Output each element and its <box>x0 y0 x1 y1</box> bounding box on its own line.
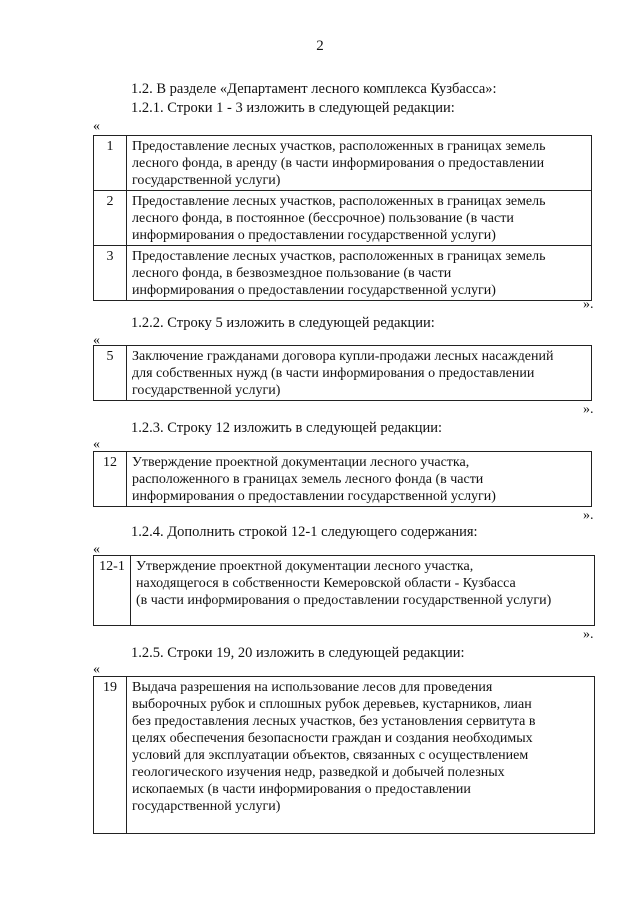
table-row <box>94 346 592 401</box>
row-text: Предоставление лесных участков, расположенных в границах земель лесного фонда, в постоянное (бессрочное) пользование (в части информирования о предоставлении государственной услуги) <box>127 191 592 246</box>
amendment-table-5 <box>93 676 595 834</box>
clause-1-2-3: 1.2.3. Строку 12 изложить в следующей редакции: <box>131 420 443 436</box>
row-number: 19 <box>94 677 127 834</box>
row-text: Заключение гражданами договора купли-продажи лесных насаждений для собственных нужд (в части информирования о предоставлении государственной услуги) <box>127 346 592 401</box>
row-number: 5 <box>94 346 127 401</box>
table-row <box>94 191 592 246</box>
open-quote: « <box>93 333 100 348</box>
row-number: 12-1 <box>94 556 131 626</box>
open-quote: « <box>93 119 100 134</box>
open-quote: « <box>93 542 100 557</box>
table-row <box>94 556 595 626</box>
table-row <box>94 452 592 507</box>
clause-1-2-5: 1.2.5. Строки 19, 20 изложить в следующей редакции: <box>131 645 465 661</box>
row-text: Предоставление лесных участков, расположенных в границах земель лесного фонда, в безвозмездное пользование (в части информирования о предоставлении государственной услуги) <box>127 246 592 301</box>
row-text: Утверждение проектной документации лесного участка, находящегося в собственности Кемеровской области - Кузбасса (в части информирования о предоставлении государственной услуги) <box>131 556 595 626</box>
amendment-table-1 <box>93 135 592 301</box>
row-number: 1 <box>94 136 127 191</box>
row-number: 2 <box>94 191 127 246</box>
row-text: Предоставление лесных участков, расположенных в границах земель лесного фонда, в аренду (в части информирования о предоставлении государственной услуги) <box>127 136 592 191</box>
section-heading-1-2: 1.2. В разделе «Департамент лесного комплекса Кузбасса»: <box>131 81 497 97</box>
close-quote: ». <box>583 297 594 312</box>
close-quote: ». <box>583 402 594 417</box>
clause-1-2-2: 1.2.2. Строку 5 изложить в следующей редакции: <box>131 315 435 331</box>
amendment-table-2 <box>93 345 592 401</box>
row-number: 3 <box>94 246 127 301</box>
row-number: 12 <box>94 452 127 507</box>
table-row <box>94 246 592 301</box>
amendment-table-4 <box>93 555 595 626</box>
open-quote: « <box>93 662 100 677</box>
close-quote: ». <box>583 508 594 523</box>
row-text: Выдача разрешения на использование лесов для проведения выборочных рубок и сплошных рубок деревьев, кустарников, лиан без предоставления лесных участков, без установления сервитута в целях обеспечения безопасности граждан и создания необходимых условий для эксплуатации объектов, связанных с осуществлением геологического изучения недр, разведкой и добычей полезных ископаемых (в части информирования о предоставлении государственной услуги) <box>127 677 595 834</box>
clause-1-2-1: 1.2.1. Строки 1 - 3 изложить в следующей редакции: <box>131 100 455 116</box>
amendment-table-3 <box>93 451 592 507</box>
table-row <box>94 677 595 834</box>
page-number: 2 <box>316 38 324 54</box>
row-text: Утверждение проектной документации лесного участка, расположенного в границах земель лесного фонда (в части информирования о предоставлении государственной услуги) <box>127 452 592 507</box>
open-quote: « <box>93 437 100 452</box>
clause-1-2-4: 1.2.4. Дополнить строкой 12-1 следующего содержания: <box>131 524 478 540</box>
table-row <box>94 136 592 191</box>
close-quote: ». <box>583 627 594 642</box>
